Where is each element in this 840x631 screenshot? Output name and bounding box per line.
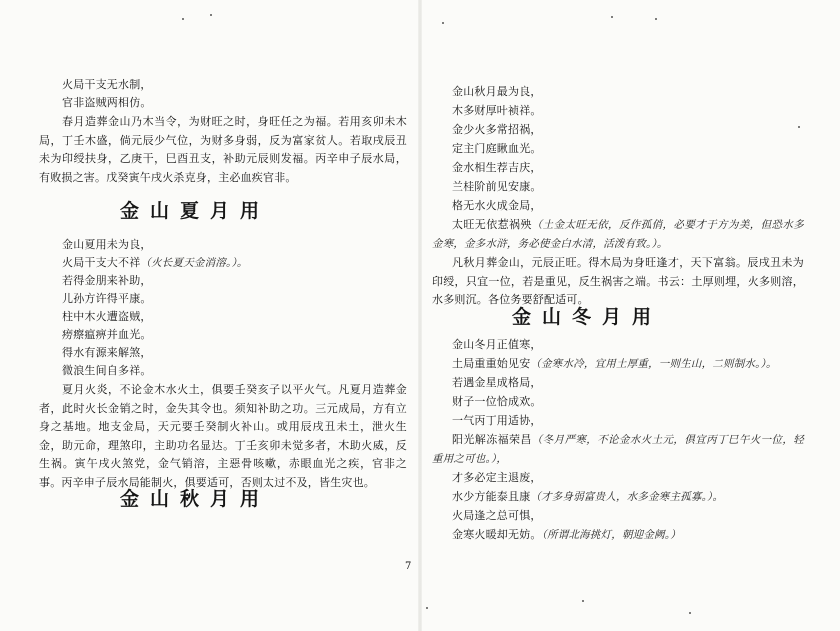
scan-speck (582, 600, 584, 602)
poem-line: 痨瘵瘟痹并血光。 (62, 328, 152, 341)
poem-line: 得水有源来解煞， (62, 346, 152, 359)
poem-line: 土局重重始见安（金寒水冷，宜用土厚重，一则生山，二则制水。）。 (452, 357, 777, 370)
annotation: （所谓北海挑灯，朝迎金阙。） (541, 529, 681, 541)
poem-line: 金山秋月最为良， (452, 85, 542, 98)
intro-line: 火局干支无水制， (62, 78, 152, 91)
spring-paragraph: 春月造葬金山乃木当令，为财旺之时，身旺任之为福。若用亥卯未木局，丁壬木盛，倘元辰少气位，为财多身弱，反为富家贫人。若取戌辰丑未为印绶扶身，乙庚干，巳酉丑支，补助元辰则发福。丙辛申子辰水局，有败损之害。戊癸寅午戌火杀克身，主必血疾官非。 (39, 115, 407, 184)
summer-paragraph: 夏月火炎，不论金木水火土，俱要壬癸亥子以平火气。凡夏月造葬金者，此时火长金销之时，金失其令也。须知补助之功。三元成局，方有立身之基地。地支金局，天元要壬癸制火补山。或用辰戌丑未土，泄火生金，助元命，理煞印，主助功名显达。丁壬亥卯未觉多者，木助火威，反生祸。寅午戌火煞党，金气销溶，主惡骨咳嗽，赤眼血光之疾，官非之事。丙辛申子辰水局能制火，俱要适可，否则太过不及，皆生灾也。 (39, 383, 407, 489)
poem-line: 定主门庭瞅血光。 (452, 142, 542, 155)
poem-line: 一气丙丁用适协， (452, 414, 542, 427)
poem-line: 若得金朋来补助， (62, 274, 152, 287)
scan-speck (210, 14, 212, 16)
poem-line: 金寒火暖却无妨。（所谓北海挑灯，朝迎金阙。） (452, 528, 681, 541)
poem-line-with-annotation: 太旺无依惹祸殃（土金太旺无依，反作孤俏，必要才于方为美，但恐水多金寒，金多水浒，务必使金白水清，活泼有致。）。 (432, 218, 804, 250)
section-heading-summer: 金山夏月用 (120, 200, 271, 222)
section-heading-winter: 金山冬月用 (512, 306, 663, 328)
poem-line: 格无水火成金局， (452, 199, 542, 212)
poem-line: 金山夏用未为良， (62, 238, 152, 251)
poem-line: 金少火多常招祸， (452, 123, 542, 136)
poem-line-with-annotation: 阳光解冻福荣昌（冬月严寒，不论金水火土元，俱宜丙丁巳午火一位，轻重用之可也。）， (432, 433, 804, 465)
poem-line: 金山冬月正值寒， (452, 338, 542, 351)
scan-speck (655, 18, 657, 20)
scan-speck (182, 18, 184, 20)
autumn-paragraph: 凡秋月葬金山，元辰正旺。得木局为身旺逢才，天下富翁。辰戌丑未为印绶，只宜一位，若是重见，反生祸害之端。书云：土厚则埋，火多则溶，水多则沉。各位务要舒配适可。 (432, 256, 804, 306)
scan-speck (426, 607, 428, 609)
section-heading-autumn: 金山秋月用 (120, 488, 271, 510)
scan-speck (689, 612, 691, 614)
annotation: （才多身弱富贵人，水多金寒主孤寡。）。 (530, 491, 724, 503)
poem-line: 兰桂阶前见安康。 (452, 180, 542, 193)
intro-line: 官非盗贼两相仿。 (62, 96, 152, 109)
annotation: （火长夏天金消溶。）。 (140, 257, 248, 269)
scan-speck (611, 16, 613, 18)
poem-line: 金水相生荐吉庆， (452, 161, 542, 174)
poem-line: 水少方能泰且康（才多身弱富贵人，水多金寒主孤寡。）。 (452, 490, 724, 503)
scan-speck (798, 126, 800, 128)
poem-line: 火局逢之总可惧， (452, 509, 542, 522)
poem-line: 微浪生间自多祥。 (62, 364, 152, 377)
poem-line: 才多必定主退废， (452, 471, 542, 484)
poem-line: 财子一位恰成欢。 (452, 395, 542, 408)
poem-line: 儿孙方许得平康。 (62, 292, 152, 305)
poem-line: 火局干支大不祥（火长夏天金消溶。）。 (62, 256, 248, 269)
annotation: （冬月严寒，不论金水火土元，俱宜丙丁巳午火一位，轻重用之可也。）， (432, 434, 804, 465)
annotation: （金寒水冷，宜用土厚重，一则生山，二则制水。）。 (530, 358, 777, 370)
poem-line: 若遇金星成格局， (452, 376, 542, 389)
poem-line: 柱中木火遭盗贼， (62, 310, 152, 323)
annotation: （土金太旺无依，反作孤俏，必要才于方为美，但恐水多金寒，金多水浒，务必使金白水清，活泼有致。）。 (432, 219, 804, 250)
scan-speck (442, 22, 444, 24)
poem-line: 木多财厚叶祯祥。 (452, 104, 542, 117)
right-page (420, 0, 840, 631)
page-number: 7 (405, 561, 412, 572)
